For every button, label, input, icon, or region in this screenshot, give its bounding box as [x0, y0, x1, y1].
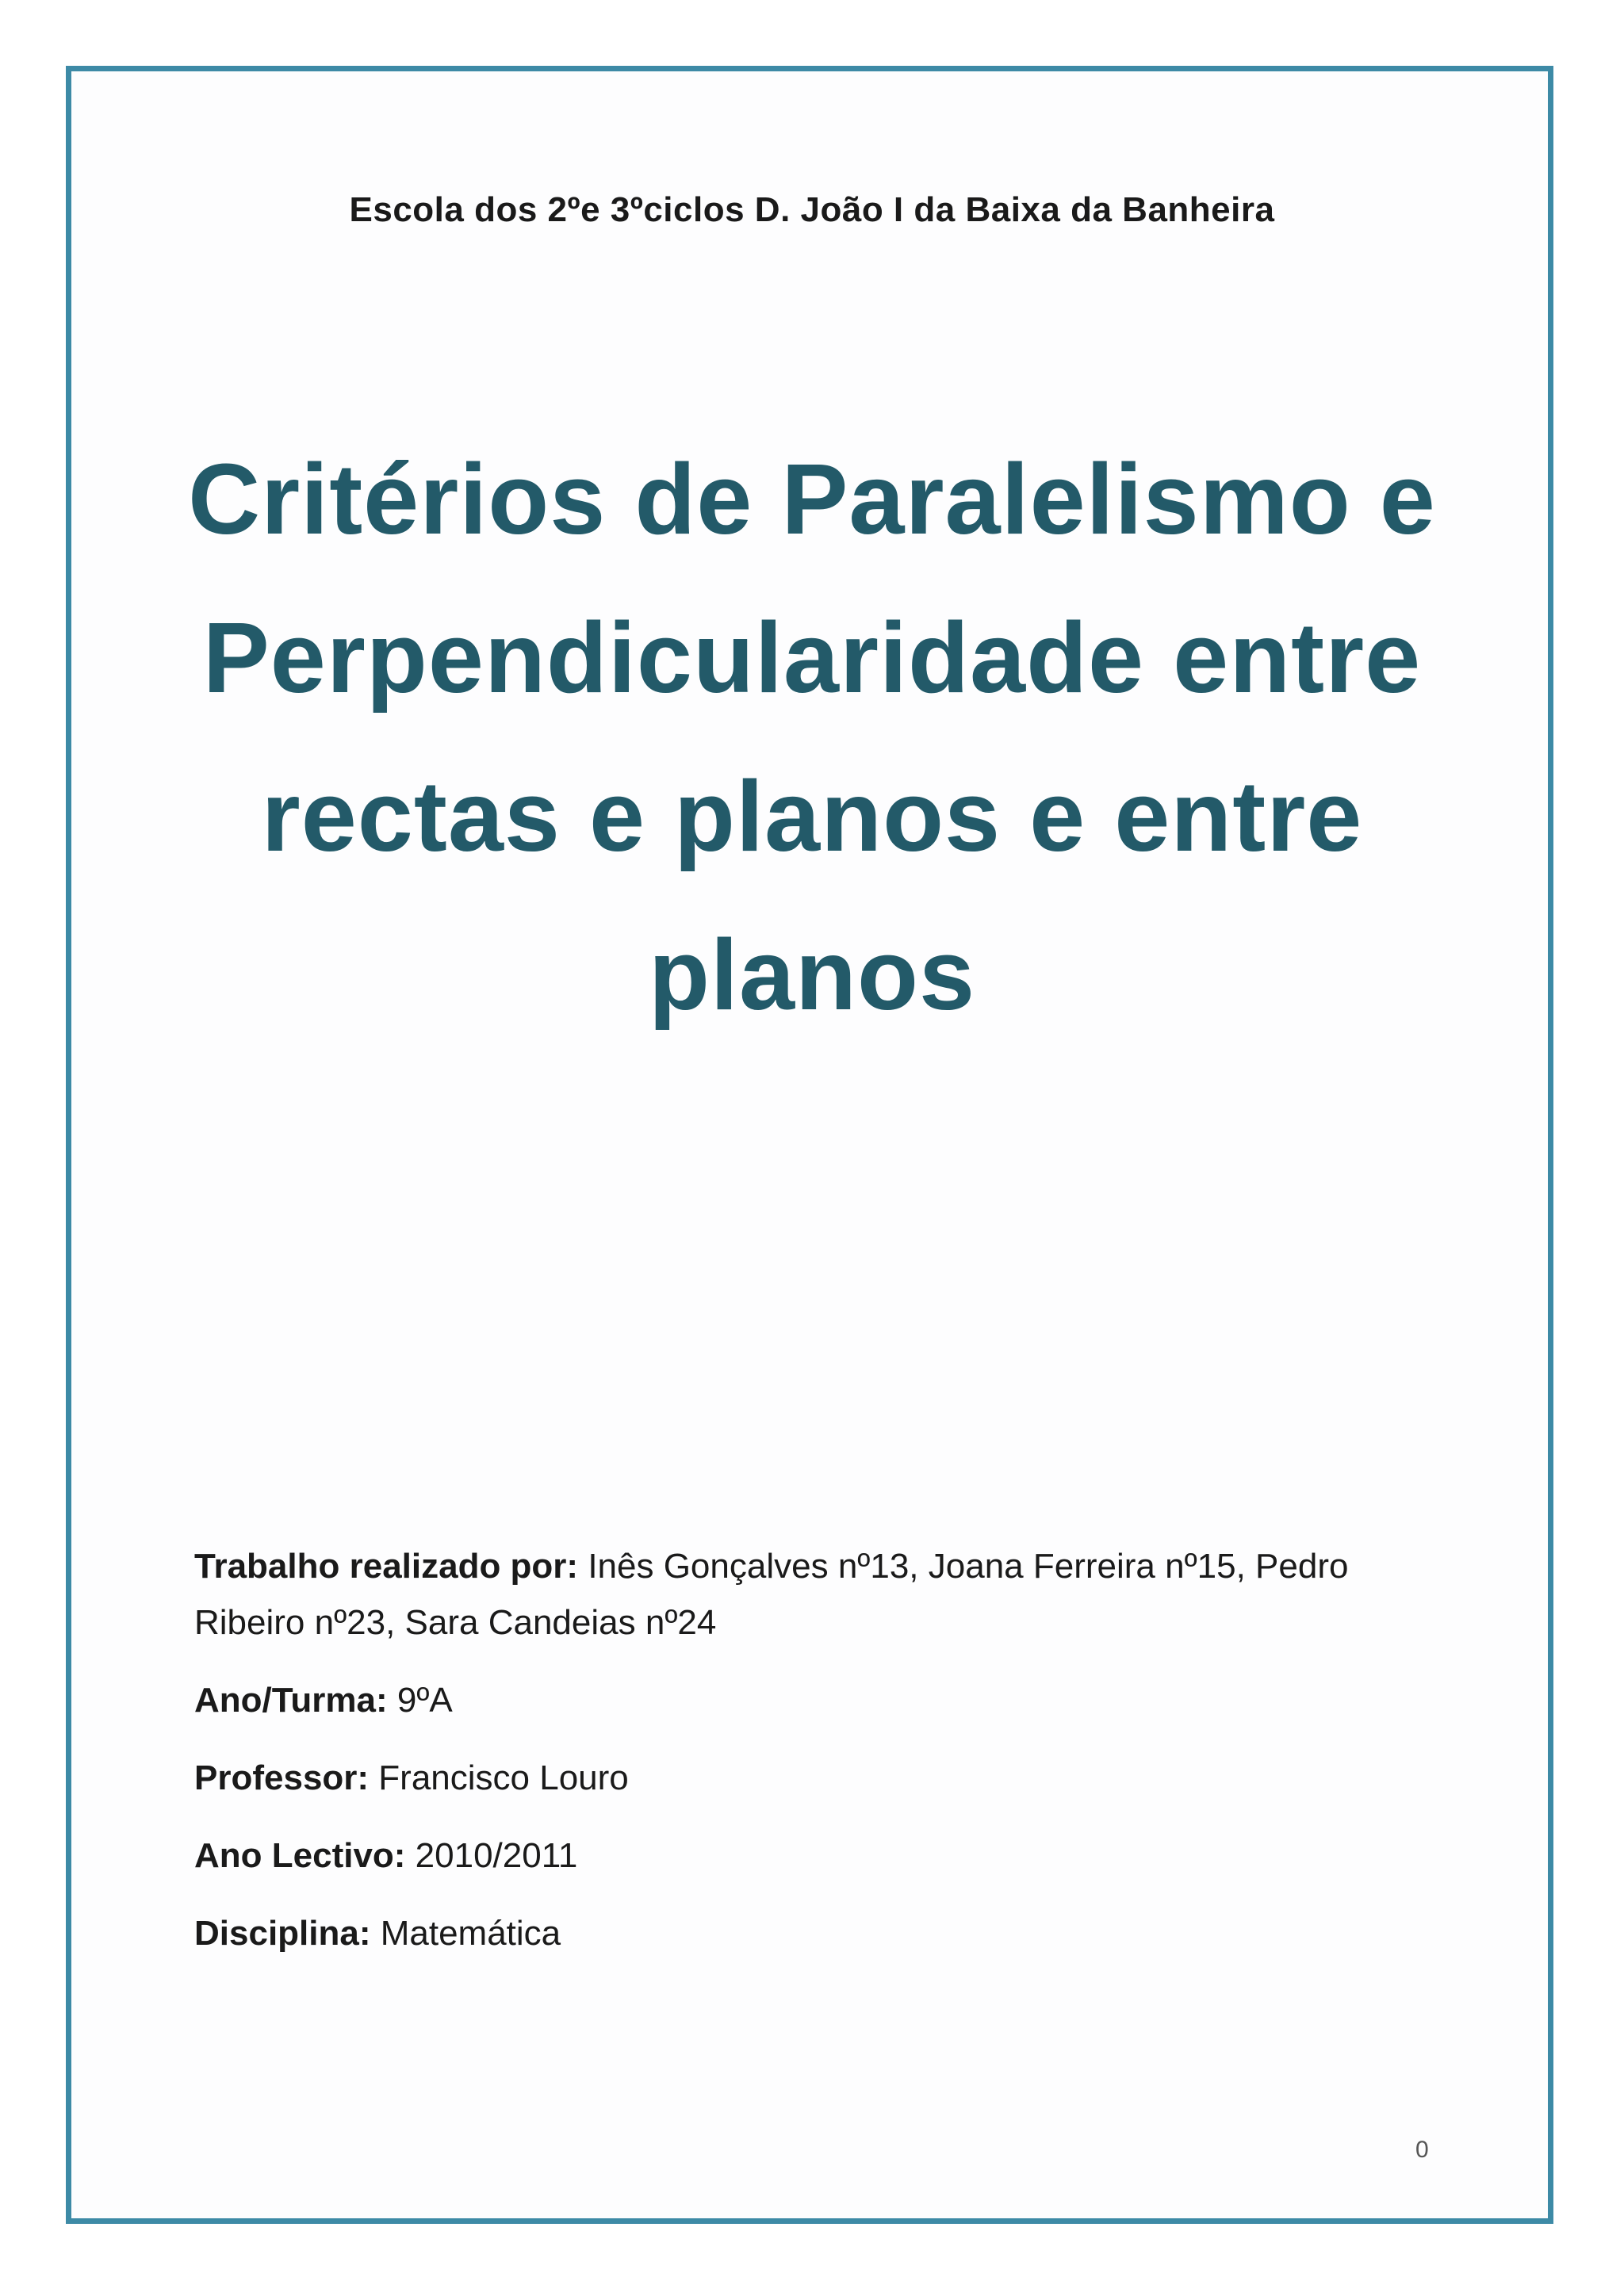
- subject-line: [194, 1905, 1384, 1961]
- authors-line: [194, 1538, 1384, 1651]
- title-line-1: Critérios de Paralelismo e: [188, 443, 1436, 555]
- school-year-label: Ano Lectivo:: [194, 1836, 406, 1875]
- subject-value: Matemática: [370, 1914, 561, 1953]
- class-label: Ano/Turma:: [194, 1681, 388, 1720]
- document-title: [143, 420, 1481, 1054]
- title-line-3: rectas e planos e entre: [261, 760, 1363, 872]
- teacher-line: [194, 1750, 1384, 1806]
- page-number: 0: [1415, 2137, 1429, 2163]
- school-name: Escola dos 2ºe 3ºciclos D. João I da Baixa da Banheira: [349, 190, 1275, 229]
- title-line-2: Perpendicularidade entre: [202, 602, 1422, 714]
- class-line: [194, 1672, 1384, 1728]
- authors-label: Trabalho realizado por:: [194, 1547, 579, 1586]
- teacher-value: Francisco Louro: [369, 1758, 629, 1797]
- subject-label: Disciplina:: [194, 1914, 371, 1953]
- document-details: [194, 1538, 1384, 1983]
- school-year-line: [194, 1827, 1384, 1884]
- school-year-value: 2010/2011: [405, 1836, 578, 1875]
- class-value: 9ºA: [387, 1681, 453, 1720]
- title-line-4: planos: [648, 919, 976, 1031]
- authors-value: Inês Gonçalves nº13, Joana Ferreira nº15, Pedro Ribeiro nº23, Sara Candeias nº24: [194, 1547, 1349, 1642]
- teacher-label: Professor:: [194, 1758, 370, 1797]
